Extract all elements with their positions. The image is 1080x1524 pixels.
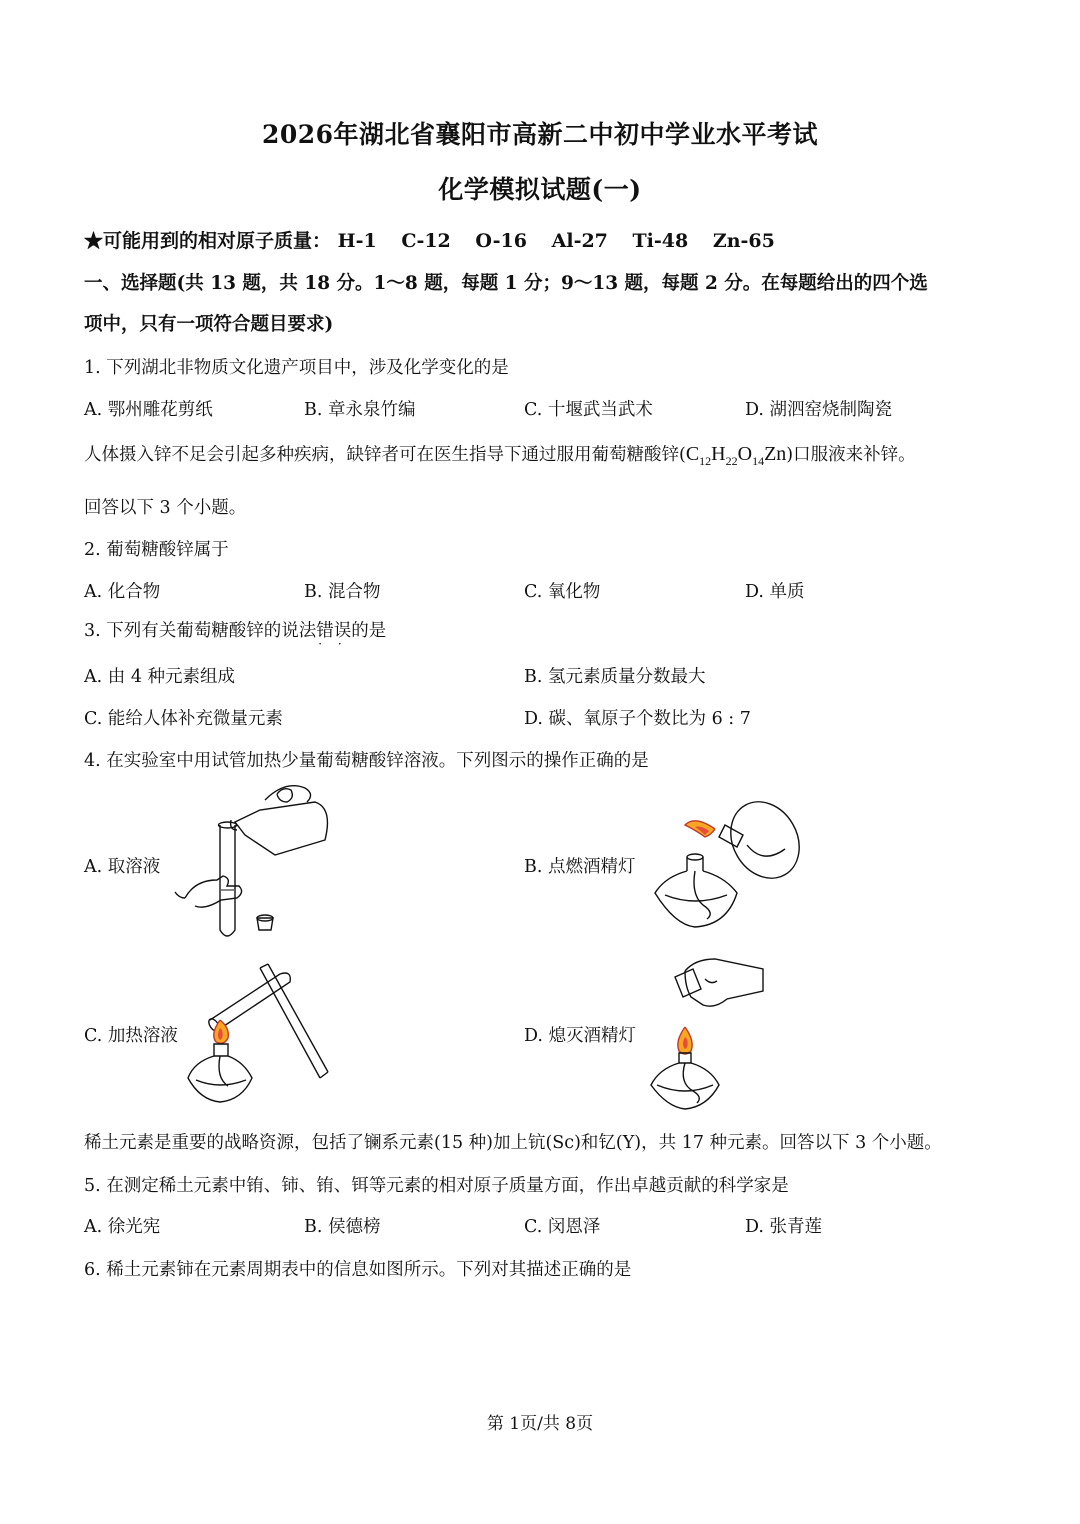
q5-option-d: D. 张青莲 bbox=[745, 1217, 823, 1237]
q4-option-a: A. 取溶液 bbox=[84, 857, 161, 877]
atomic-mass-label: ★可能用到的相对原子质量： bbox=[84, 230, 332, 252]
formula-h-sub: 22 bbox=[725, 454, 738, 468]
atomic-mass-item: O-16 bbox=[475, 230, 527, 252]
formula-h: H bbox=[711, 443, 726, 465]
q1-option-a: A. 鄂州雕花剪纸 bbox=[84, 400, 213, 420]
page-title: 2026年湖北省襄阳市高新二中初中学业水平考试 bbox=[261, 120, 819, 149]
atomic-mass-line bbox=[84, 226, 775, 253]
q3-stem bbox=[84, 617, 386, 642]
q3-option-a: A. 由 4 种元素组成 bbox=[84, 667, 236, 687]
zinc-gluconate-formula bbox=[685, 443, 787, 468]
q4-option-d: D. 熄灭酒精灯 bbox=[524, 1026, 637, 1046]
q1-option-c: C. 十堰武当武术 bbox=[524, 400, 653, 420]
section-heading-line2: 项中，只有一项符合题目要求) bbox=[84, 314, 334, 335]
formula-c-sub: 12 bbox=[699, 454, 712, 468]
q5-stem: 5. 在测定稀土元素中铕、铈、铕、铒等元素的相对原子质量方面，作出卓越贡献的科学家是 bbox=[84, 1176, 789, 1196]
context1-line1 bbox=[84, 441, 916, 469]
q5-option-b: B. 侯德榜 bbox=[304, 1217, 381, 1237]
q3-option-d: D. 碳、氧原子个数比为 6 : 7 bbox=[524, 709, 751, 729]
atomic-mass-item: Zn-65 bbox=[712, 230, 775, 252]
section-heading-line1: 一、选择题(共 13 题，共 18 分。1～8 题，每题 1 分；9～13 题，每题 2 分。在每题给出的四个选 bbox=[84, 273, 928, 294]
context1-text-after: )口服液来补锌。 bbox=[786, 445, 916, 465]
q2-option-c: C. 氧化物 bbox=[524, 582, 601, 602]
q3-stem-after: 的是 bbox=[351, 621, 387, 641]
q2-option-b: B. 混合物 bbox=[304, 582, 381, 602]
q2-stem: 2. 葡萄糖酸锌属于 bbox=[84, 540, 229, 560]
page-subtitle: 化学模拟试题(一) bbox=[438, 175, 642, 204]
q5-option-c: C. 闵恩泽 bbox=[524, 1217, 601, 1237]
atomic-mass-item: C-12 bbox=[401, 230, 451, 252]
context2-text: 稀土元素是重要的战略资源，包括了镧系元素(15 种)加上钪(Sc)和钇(Y)，共 17 种元素。回答以下 3 个小题。 bbox=[84, 1133, 942, 1153]
q3-option-c: C. 能给人体补充微量元素 bbox=[84, 709, 283, 729]
q4-stem: 4. 在实验室中用试管加热少量葡萄糖酸锌溶液。下列图示的操作正确的是 bbox=[84, 751, 649, 771]
q2-option-d: D. 单质 bbox=[745, 582, 805, 602]
figure-a-pour-liquid bbox=[165, 780, 340, 950]
q6-stem: 6. 稀土元素铈在元素周期表中的信息如图所示。下列对其描述正确的是 bbox=[84, 1260, 632, 1280]
formula-c: C bbox=[685, 443, 700, 465]
context1-line2: 回答以下 3 个小题。 bbox=[84, 498, 247, 518]
formula-o-sub: 14 bbox=[752, 454, 765, 468]
q3-stem-emphasis: 错误 · · bbox=[316, 621, 351, 641]
atomic-mass-item: Ti-48 bbox=[632, 230, 689, 252]
figure-b-light-lamp bbox=[645, 785, 810, 945]
figure-d-extinguish-lamp bbox=[645, 955, 775, 1115]
atomic-mass-item: Al-27 bbox=[551, 230, 608, 252]
q1-stem: 1. 下列湖北非物质文化遗产项目中，涉及化学变化的是 bbox=[84, 358, 509, 378]
page-number: 第 1页/共 8页 bbox=[486, 1414, 594, 1434]
context1-text-before: 人体摄入锌不足会引起多种疾病，缺锌者可在医生指导下通过服用葡萄糖酸锌( bbox=[84, 445, 686, 465]
q5-option-a: A. 徐光宪 bbox=[84, 1217, 161, 1237]
q2-option-a: A. 化合物 bbox=[84, 582, 161, 602]
figure-c-heat-solution bbox=[180, 960, 340, 1110]
formula-zn: Zn bbox=[764, 443, 787, 465]
q4-option-b: B. 点燃酒精灯 bbox=[524, 857, 636, 877]
atomic-mass-item: H-1 bbox=[337, 230, 377, 252]
q1-option-d: D. 湖泗窑烧制陶瓷 bbox=[745, 400, 893, 420]
q3-stem-before: 3. 下列有关葡萄糖酸锌的说法 bbox=[84, 621, 317, 641]
q1-option-b: B. 章永泉竹编 bbox=[304, 400, 416, 420]
formula-o: O bbox=[737, 443, 753, 465]
q3-option-b: B. 氢元素质量分数最大 bbox=[524, 667, 706, 687]
q4-option-c: C. 加热溶液 bbox=[84, 1026, 178, 1046]
